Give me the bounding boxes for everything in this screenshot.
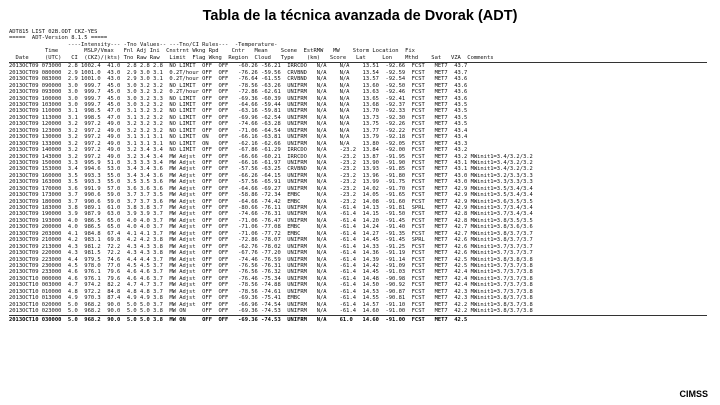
table-row: 2013OCT09 080000 2.9 1001.0 43.0 2.9 3.0 3.1 0.2T/hour OFF OFF -76.26 -59.56 CRVBND N/A N/A 13.54 -92.59 FCST MET7 43.7 <box>9 69 468 76</box>
table-row: 2013OCT09 083000 2.9 1001.0 43.0 2.9 3.0 3.1 0.2T/hour OFF OFF -76.64 -61.55 CRVBND N/A N/A 13.57 -92.54 FCST MET7 43.6 <box>9 76 468 83</box>
table-row: 2013OCT09 090000 3.0 999.7 45.0 3.0 3.2 3.2 NO LIMIT OFF OFF -78.56 -63.26 UNIFRM N/A N/A 13.60 -92.50 FCST MET7 43.6 <box>9 82 468 89</box>
file-line: ADT815 LIST 02B.ODT CKZ-YES <box>9 29 98 35</box>
table-row: 2013OCT09 073000 2.8 1002.4 41.0 2.8 2.8 2.8 NO LIMIT OFF OFF -60.26 -56.21 IRRCDO N/A N/A 13.51 -92.66 FCST MET7 43.7 <box>9 63 468 70</box>
table-row: 2013OCT09 200000 4.0 986.5 65.0 4.0 4.0 3.7 MW Adjst OFF OFF -71.06 -77.08 EMBC N/A -61.4 14.24 -91.40 FCST MET7 42.7 MWinit1=3.8/3.6/3.6 <box>9 224 533 231</box>
table-row: 2013OCT09 203000 4.1 984.8 67.4 4.1 4.1 3.7 MW Adjst OFF OFF -71.06 -77.72 EMBC N/A -61.4 14.27 -91.35 FCST MET7 42.7 MWinit1=3.8/3.7/3.7 <box>9 230 533 237</box>
column-group-header: ----Intensity--- -Tno Values-- ---Tno/CI Rules--- -Temperature- <box>9 41 278 48</box>
final-row: 2013OCT10 030000 5.0 968.2 90.0 5.0 5.0 3.8 MW ON OFF OFF -69.36 -74.53 UNIFRM N/A 61.0 14.60 -91.00 FCST MET7 42.5 <box>9 316 468 323</box>
table-row: 2013OCT09 120000 3.2 997.2 49.0 3.2 3.2 3.2 NO LIMIT OFF OFF -74.66 -63.28 UNIFRM N/A N/A 13.75 -92.26 FCST MET7 43.5 <box>9 121 468 128</box>
table-row: 2013OCT09 130000 3.2 997.2 49.0 3.1 3.1 3.1 NO LIMIT ON OFF -66.16 -63.81 UNIFRM N/A N/A 13.79 -92.18 FCST MET7 43.4 <box>9 134 468 141</box>
table-row: 2013OCT09 210000 4.2 983.1 69.8 4.2 4.2 3.8 MW Adjst OFF OFF -72.86 -78.07 UNIFRM N/A -61.4 14.45 -91.45 SPRL MET7 42.6 MWinit1=3.8/3.7/3.7 <box>9 237 533 244</box>
table-row: 2013OCT09 133000 3.2 997.2 49.0 3.1 3.1 3.1 NO LIMIT ON OFF -62.16 -62.66 UNIFRM N/A N/A 13.80 -92.05 FCST MET7 43.3 <box>9 140 468 147</box>
data-rows <box>9 63 714 314</box>
table-row: 2013OCT09 213000 4.3 981.2 72.2 4.3 4.3 3.8 MW Adjst OFF OFF -62.76 -78.02 UNIFRM N/A -61.4 14.33 -91.25 FCST MET7 42.6 MWinit1=3.7/3.7/3.7 <box>9 243 533 250</box>
table-row: 2013OCT09 160000 3.5 993.3 55.0 3.4 3.4 3.6 MW Adjst OFF OFF -66.26 -64.15 UNIFRM N/A -23.2 13.96 -91.80 FCST MET7 43.0 MWinit1=3.2/3.3/3.3 <box>9 172 533 179</box>
table-row: 2013OCT09 183000 3.8 989.1 61.0 3.8 3.8 3.7 MW Adjst OFF OFF -80.66 -76.11 UNIFRM N/A -61.4 14.13 -91.81 SPRL MET7 42.9 MWinit1=3.7/3.4/3.4 <box>9 205 533 211</box>
table-row: 2013OCT09 140000 3.2 997.2 49.0 3.2 3.4 3.4 NO LIMIT OFF OFF -67.86 -61.29 IRRCDO N/A -23.2 13.84 -92.00 FCST MET7 43.2 <box>9 147 468 154</box>
table-row: 2013OCT09 163000 3.5 993.3 55.0 3.5 3.5 3.6 MW Adjst OFF OFF -57.56 -65.91 UNIFRM N/A -23.2 13.99 -91.75 FCST MET7 43.0 MWinit1=3.3/3.3/3.3 <box>9 179 533 186</box>
table-row: 2013OCT09 110000 3.1 998.5 47.0 3.1 3.2 3.2 NO LIMIT OFF OFF -63.16 -59.81 UNIFRM N/A N/A 13.70 -92.33 FCST MET7 43.5 <box>9 108 468 115</box>
version-line: ===== ADT-Version 8.1.5 ===== <box>9 35 108 42</box>
table-row: 2013OCT09 100000 3.0 999.7 45.0 3.0 3.2 3.3 NO LIMIT OFF OFF -69.36 -60.39 UNIFRM N/A N/A 13.65 -92.41 FCST MET7 43.6 <box>9 95 468 102</box>
table-row: 2013OCT09 143000 3.2 997.2 49.0 3.2 3.4 3.4 MW Adjst OFF OFF -66.66 -60.21 IRRCDO N/A -23.2 13.87 -91.95 FCST MET7 43.2 MWinit1=3.4/3.2/3.2 <box>9 153 533 160</box>
table-row: 2013OCT09 233000 4.6 976.1 79.6 4.6 4.6 3.7 MW Adjst OFF OFF -76.56 -76.32 UNIFRM N/A -61.4 14.45 -91.03 FCST MET7 42.4 MWinit1=3.7/3.7/3.8 <box>9 269 533 276</box>
table-row: 2013OCT10 000000 4.6 976.1 79.6 4.6 4.6 3.7 MW Adjst OFF OFF -76.46 -75.34 UNIFRM N/A -61.4 14.48 -90.98 FCST MET7 42.4 MWinit1=3.7/3.7/3.8 <box>9 275 533 282</box>
table-row: 2013OCT10 003000 4.7 974.2 82.2 4.7 4.7 3.7 MW Adjst OFF OFF -78.56 -74.88 UNIFRM N/A -61.4 14.50 -90.92 FCST MET7 42.4 MWinit1=3.7/3.7/3.8 <box>9 282 533 289</box>
table-row: 2013OCT09 173000 3.7 990.6 59.0 3.7 3.7 3.5 MW Adjst OFF OFF -58.86 -72.34 EMBC N/A -23.2 14.05 -91.65 FCST MET7 42.9 MWinit1=3.5/3.4/3.4 <box>9 192 533 199</box>
table-row: 2013OCT10 013000 4.9 970.3 87.4 4.9 4.9 3.8 MW Adjst OFF OFF -69.36 -75.41 EMBC N/A -61.4 14.55 -90.81 FCST MET7 42.3 MWinit1=3.8/3.7/3.8 <box>9 295 533 302</box>
table-row: 2013OCT10 010000 4.8 972.2 84.8 4.8 4.8 3.7 MW Adjst OFF OFF -78.56 -74.61 UNIFRM N/A -61.4 14.53 -90.87 FCST MET7 42.3 MWinit1=3.7/3.7/3.8 <box>9 288 533 295</box>
table-row: 2013OCT09 180000 3.7 990.6 59.0 3.7 3.7 3.6 MW Adjst OFF OFF -64.66 -74.42 EMBC N/A -23.2 14.08 -91.60 FCST MET7 42.9 MWinit1=3.6/3.5/3.5 <box>9 198 533 205</box>
adt-listing <box>9 29 714 323</box>
table-row: 2013OCT09 150000 3.3 995.9 51.0 3.3 3.3 3.4 MW Adjst OFF OFF -66.16 -61.97 UNIFRM N/A -23.2 13.90 -91.90 FCST MET7 43.1 MWinit1=3.4/3.2/3.2 <box>9 159 533 166</box>
table-row: 2013OCT09 103000 3.0 999.7 45.0 3.0 3.2 3.2 NO LIMIT OFF OFF -64.66 -59.44 UNIFRM N/A N/A 13.68 -92.37 FCST MET7 43.5 <box>9 102 468 108</box>
table-row: 2013OCT09 220000 4.3 981.5 72.2 4.3 4.3 3.8 MW Adjst OFF OFF -67.76 -77.20 UNIFRM N/A -61.4 14.36 -91.19 FCST MET7 42.6 MWinit1=3.7/3.7/3.7 <box>9 250 533 257</box>
credit-label: CIMSS <box>679 389 708 399</box>
table-row: 2013OCT09 193000 4.0 986.5 65.0 4.0 4.0 3.7 MW Adjst OFF OFF -71.06 -76.47 UNIFRM N/A -61.4 14.20 -91.45 FCST MET7 42.8 MWinit1=3.8/3.5/3.5 <box>9 217 533 224</box>
table-row: 2013OCT09 153000 3.4 994.6 53.0 3.4 3.4 3.6 MW Adjst OFF OFF -57.56 -63.25 CRVBND N/A -23.2 13.93 -91.85 FCST MET7 43.1 MWinit1=3.4/3.2/3.2 <box>9 166 533 173</box>
table-row: 2013OCT09 230000 4.5 978.0 77.0 4.5 4.5 3.7 MW Adjst OFF OFF -76.56 -76.31 UNIFRM N/A -61.4 14.42 -91.09 FCST MET7 42.5 MWinit1=3.7/3.7/3.8 <box>9 262 533 269</box>
table-row: 2013OCT09 190000 3.9 987.9 63.0 3.9 3.9 3.7 MW Adjst OFF OFF -74.66 -76.31 UNIFRM N/A -61.4 14.15 -91.50 FCST MET7 42.8 MWinit1=3.7/3.4/3.4 <box>9 211 533 218</box>
column-header-units: Date (UTC) CI (CKZ)/(kts) Tno Raw Raw Limit Flag Wkng Region Cloud Type (km) Score Lat Lon Mthd Sat VZA Comments <box>9 54 494 61</box>
table-row: 2013OCT10 023000 5.0 968.2 90.0 5.0 5.0 3.8 MW ON OFF OFF -69.36 -74.53 UNIFRM N/A -61.4 14.60 -91.00 FCST MET7 42.2 MWinit1=3.8/3.7/3.8 <box>9 308 533 314</box>
page-title: Tabla de la técnica avanzada de Dvorak (ADT) <box>202 8 518 24</box>
table-row: 2013OCT09 123000 3.2 997.2 49.0 3.2 3.2 3.2 NO LIMIT OFF OFF -71.06 -64.54 UNIFRM N/A N/A 13.77 -92.22 FCST MET7 43.4 <box>9 127 468 134</box>
table-row: 2013OCT09 093000 3.0 999.7 45.0 3.0 3.2 3.2 0.2T/hour OFF OFF -72.86 -62.61 UNIFRM N/A N/A 13.63 -92.46 FCST MET7 43.6 <box>9 89 468 96</box>
table-row: 2013OCT09 170000 3.6 991.9 57.0 3.6 3.6 3.6 MW Adjst OFF OFF -64.66 -69.27 UNIFRM N/A -23.2 14.02 -91.70 FCST MET7 42.9 MWinit1=3.5/3.4/3.4 <box>9 185 533 192</box>
column-header: Time MSLP/Vmax Fnl Adj Ini Cnstrnt Wkng Rpd Cntr Mean Scene EstRMW MW Storm Location Fix <box>9 48 415 55</box>
table-row: 2013OCT09 223000 4.4 979.5 74.6 4.4 4.4 3.7 MW Adjst OFF OFF -74.46 -76.59 UNIFRM N/A -61.4 14.39 -91.14 FCST MET7 42.5 MWinit1=3.8/3.8/3.8 <box>9 256 533 263</box>
table-row: 2013OCT09 113000 3.1 998.5 47.0 3.1 3.2 3.2 NO LIMIT OFF OFF -69.96 -62.54 UNIFRM N/A N/A 13.73 -92.30 FCST MET7 43.5 <box>9 114 468 121</box>
table-row: 2013OCT10 020000 5.0 968.2 90.0 5.0 5.0 3.7 MW Adjst OFF OFF -66.96 -74.54 UNIFRM N/A -61.4 14.57 -91.10 FCST MET7 42.2 MWinit1=3.8/3.7/3.8 <box>9 301 533 308</box>
